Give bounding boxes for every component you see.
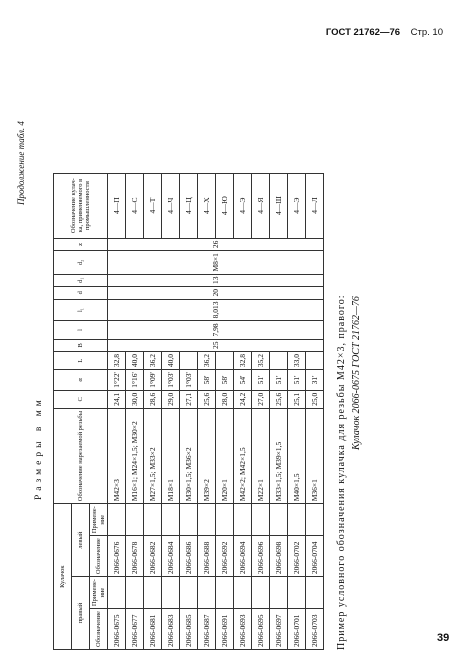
- cell-l: [270, 352, 288, 370]
- cell-common-l: 7,98: [108, 321, 324, 339]
- table-body: [108, 173, 324, 649]
- standard-number: ГОСТ 21762—76: [325, 27, 401, 38]
- cell-thread: M33×1,5; M39×1,5: [270, 408, 288, 503]
- page-header: [326, 27, 443, 38]
- cell-right: 2066-0695: [252, 609, 270, 650]
- cell-application: [252, 577, 270, 609]
- cell-application: [198, 504, 216, 536]
- cell-a: 58': [216, 370, 234, 391]
- header-thread: Обозначение нарезаемой резьбы: [54, 408, 108, 503]
- cell-application: [162, 504, 180, 536]
- cell-application: [288, 577, 306, 609]
- header-d: d: [54, 287, 108, 300]
- cell-c: 28,6: [144, 390, 162, 408]
- cell-c: 24,1: [108, 390, 126, 408]
- cell-right: 2066-0685: [180, 609, 198, 650]
- cell-application: [270, 504, 288, 536]
- cell-industry-designation: 4—Ю: [216, 173, 234, 238]
- cell-thread: M30×1,5; M36×2: [180, 408, 198, 503]
- cell-a: 31': [306, 370, 324, 391]
- cell-a: 1°03': [162, 370, 180, 391]
- cell-right: 2066-0693: [234, 609, 252, 650]
- header-c: C: [54, 390, 108, 408]
- example-caption: Пример условного обозначения кулачка для резьбы M42×3, правого:: [336, 294, 347, 650]
- cell-c: 27,0: [252, 390, 270, 408]
- example-designation: Кулачок 2066-0675 ГОСТ 21762—76: [351, 296, 362, 450]
- group-header-right: правый: [72, 577, 90, 650]
- cell-application: [144, 504, 162, 536]
- cell-industry-designation: 4—Ч: [162, 173, 180, 238]
- cell-thread: M40×1,5: [288, 408, 306, 503]
- header-l: l: [54, 321, 108, 339]
- cell-application: [180, 577, 198, 609]
- cell-l: 33,0: [288, 352, 306, 370]
- cell-application: [216, 504, 234, 536]
- cell-application: [306, 504, 324, 536]
- cell-left: 2066-0694: [234, 536, 252, 577]
- cell-application: [306, 577, 324, 609]
- cell-industry-designation: 4—Я: [252, 173, 270, 238]
- cell-industry-designation: 4—Э: [234, 173, 252, 238]
- cell-l: 32,8: [108, 352, 126, 370]
- cell-c: 29,0: [162, 390, 180, 408]
- cell-c: 28,0: [216, 390, 234, 408]
- cell-industry-designation: 4—Х: [198, 173, 216, 238]
- cell-right: 2066-0675: [108, 609, 126, 650]
- cell-l: [216, 352, 234, 370]
- cell-left: 2066-0698: [270, 536, 288, 577]
- cell-right: 2066-0697: [270, 609, 288, 650]
- cell-thread: M22×1: [252, 408, 270, 503]
- cell-right: 2066-0677: [126, 609, 144, 650]
- cell-common-d: 20: [108, 287, 324, 300]
- table-continuation-label: Продолжение табл. 4: [16, 121, 26, 205]
- cell-industry-designation: 4—Ш: [270, 173, 288, 238]
- header-designation-right: Обозначение: [90, 609, 108, 650]
- cell-l: 36,2: [198, 352, 216, 370]
- cell-industry-designation: 4—Ц: [180, 173, 198, 238]
- cell-left: 2066-0692: [216, 536, 234, 577]
- header-l1: l₁: [54, 299, 108, 321]
- cell-application: [108, 504, 126, 536]
- cell-c: 25,0: [306, 390, 324, 408]
- cell-industry-designation: 4—Т: [144, 173, 162, 238]
- cell-a: 1°16': [126, 370, 144, 391]
- cell-c: 27,1: [180, 390, 198, 408]
- cell-thread: M20×1: [216, 408, 234, 503]
- cell-c: 30,0: [126, 390, 144, 408]
- cell-common-z: 26: [108, 238, 324, 251]
- dimensions-caption: Размеры в мм: [34, 396, 44, 500]
- header-application-right: Примене- ние: [90, 577, 108, 609]
- cell-thread: M16×1; M24×1,5; M30×2: [126, 408, 144, 503]
- cell-application: [234, 577, 252, 609]
- cell-right: 2066-0703: [306, 609, 324, 650]
- cell-application: [108, 577, 126, 609]
- cell-common-l1: 8,013: [108, 299, 324, 321]
- cell-application: [234, 504, 252, 536]
- cell-l: 35,2: [252, 352, 270, 370]
- table-row: [108, 173, 126, 649]
- cell-common-b: 25: [108, 339, 324, 352]
- cell-thread: M18×1: [162, 408, 180, 503]
- cell-c: 25,6: [198, 390, 216, 408]
- cell-a: 51': [288, 370, 306, 391]
- header-designation-left: Обозначение: [90, 536, 108, 577]
- cell-application: [126, 504, 144, 536]
- cell-application: [270, 577, 288, 609]
- header-b: B: [54, 339, 108, 352]
- rotated-content: [18, 50, 438, 650]
- cell-a: 1°22': [108, 370, 126, 391]
- cell-l: [306, 352, 324, 370]
- cell-thread: M42×2; M42×1,5: [234, 408, 252, 503]
- cell-left: 2066-0682: [144, 536, 162, 577]
- cell-application: [216, 577, 234, 609]
- cell-application: [144, 577, 162, 609]
- header-application-left: Примене- ние: [90, 504, 108, 536]
- cell-a: 1°09': [144, 370, 162, 391]
- cell-application: [288, 504, 306, 536]
- header-l-length: L: [54, 352, 108, 370]
- cell-c: 25,1: [288, 390, 306, 408]
- cell-left: 2066-0686: [180, 536, 198, 577]
- page-number: 39: [437, 632, 450, 644]
- cell-left: 2066-0688: [198, 536, 216, 577]
- cell-industry-designation: 4—П: [108, 173, 126, 238]
- cell-a: 51': [270, 370, 288, 391]
- header-z: z: [54, 238, 108, 251]
- cell-application: [198, 577, 216, 609]
- page-label: Стр. 10: [410, 27, 443, 38]
- cell-right: 2066-0683: [162, 609, 180, 650]
- cell-a: 54': [234, 370, 252, 391]
- cell-common-d2: M8×1: [108, 251, 324, 274]
- cell-l: [180, 352, 198, 370]
- cell-left: 2066-0684: [162, 536, 180, 577]
- cell-c: 25,6: [270, 390, 288, 408]
- cell-left: 2066-0676: [108, 536, 126, 577]
- cell-common-d1: 13: [108, 274, 324, 287]
- header-d2: d₂: [54, 251, 108, 274]
- cell-application: [180, 504, 198, 536]
- cell-l: 36,2: [144, 352, 162, 370]
- cell-thread: M42×3: [108, 408, 126, 503]
- cell-l: 40,0: [126, 352, 144, 370]
- cell-right: 2066-0701: [288, 609, 306, 650]
- cell-application: [126, 577, 144, 609]
- cell-left: 2066-0678: [126, 536, 144, 577]
- cell-a: 58': [198, 370, 216, 391]
- cell-l: 32,8: [234, 352, 252, 370]
- group-header-left: левый: [72, 504, 90, 577]
- cell-l: 40,0: [162, 352, 180, 370]
- cell-right: 2066-0681: [144, 609, 162, 650]
- cell-thread: M27×1,5; M33×2: [144, 408, 162, 503]
- cell-a: 51': [252, 370, 270, 391]
- group-header-kulachok: Кулачок: [54, 504, 72, 650]
- header-d1: d₁: [54, 274, 108, 287]
- cell-right: 2066-0687: [198, 609, 216, 650]
- cell-left: 2066-0704: [306, 536, 324, 577]
- header-industry-designation: Обозначение кулач- ка, применяемого в промышленности: [54, 173, 108, 238]
- cell-thread: M36×1: [306, 408, 324, 503]
- cell-left: 2066-0696: [252, 536, 270, 577]
- cell-a: 1°03': [180, 370, 198, 391]
- parts-table: [53, 173, 324, 650]
- cell-industry-designation: 4—Л: [306, 173, 324, 238]
- cell-thread: M39×2: [198, 408, 216, 503]
- cell-application: [162, 577, 180, 609]
- cell-right: 2066-0691: [216, 609, 234, 650]
- cell-left: 2066-0702: [288, 536, 306, 577]
- cell-c: 24,2: [234, 390, 252, 408]
- cell-industry-designation: 4—Э: [288, 173, 306, 238]
- cell-application: [252, 504, 270, 536]
- cell-industry-designation: 4—С: [126, 173, 144, 238]
- header-alpha: α: [54, 370, 108, 391]
